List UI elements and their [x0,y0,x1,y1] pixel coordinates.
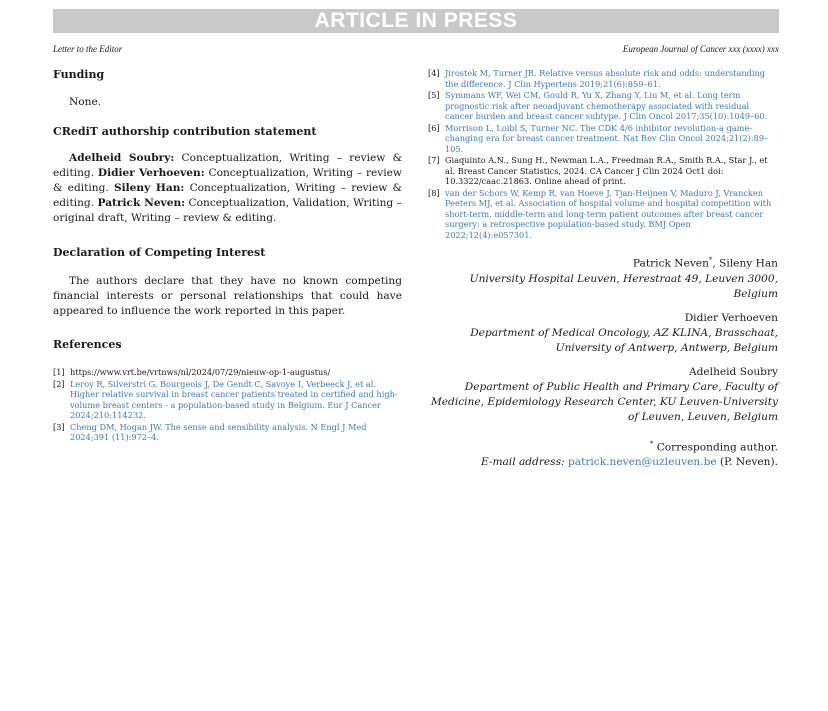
author-name: Patrick Neven [632,257,709,270]
affiliation-institution: Department of Public Health and Primary Care, Faculty of Medicine, Epidemiology Research Center, KU Leuven-University of Leuven, Leuven, Belgium [430,380,778,423]
reference-link[interactable]: van der Schors W, Kemp R, van Hoeve J, Tjan-Heijnen V, Maduro J, Vrancken Peeters MJ, et al. Association of hospital volume and hospital competition with short-term, middle-term and long-term patient outcomes after breast cancer surgery: a retrospective population-based study. BMJ Open 2022;12(4):e057301. [445,187,772,240]
reference-link[interactable]: Morrison L, Loibl S, Turner NC. The CDK 4/6 inhibitor revolution-a game-changing era for breast cancer treatment. Nat Rev Clin Oncol 2024;21(2):89–105. [445,122,769,154]
reference-number: [7] [428,155,440,165]
references-list-left [53,367,402,443]
credit-statement [53,151,402,226]
competing-heading: Declaration of Competing Interest [53,246,266,259]
credit-name: Sileny Han: [113,182,185,194]
reference-number: [5] [428,90,440,100]
author-name: Didier Verhoeven [684,311,778,324]
affiliations [428,253,778,470]
affiliation-institution: Department of Medical Oncology, AZ KLINA, Brasschaat, University of Antwerp, Antwerp, Belgium [470,326,778,354]
reference-number: [4] [428,68,440,78]
reference-link[interactable]: Leroy R, Silverstri G, Bourgeois J, De Gendt C, Savoye I, Verbeeck J, et al. Higher relative survival in breast cancer patients treated in certified and high-volume breast centers - a population-based study in Belgium. Eur J Cancer 2024;210:114232. [70,378,398,420]
affiliation-block [428,311,778,356]
reference-item [53,367,402,378]
credit-name: Didier Verhoeven: [97,167,205,179]
affiliation-block [428,253,778,302]
references-heading: References [53,338,122,351]
reference-number: [3] [53,421,65,432]
corresponding-mark: * [649,439,654,448]
reference-item[interactable] [53,379,402,421]
right-column [428,68,778,470]
credit-roles: Conceptualization, Writing – review & editing. [53,167,402,194]
email-link[interactable]: patrick.neven@uzleuven.be [567,456,717,469]
affiliation-institution: University Hospital Leuven, Herestraat 49, Leuven 3000, Belgium [469,272,778,300]
credit-name: Adelheid Soubry: [69,152,175,164]
affiliation-authors [428,253,778,272]
credit-roles: Conceptualization, Writing – review & editing. [53,152,402,179]
credit-heading: CRediT authorship contribution statement [53,125,317,138]
affiliation-block [428,365,778,425]
article-in-press-banner: ARTICLE IN PRESS [53,9,779,33]
running-head-left: Letter to the Editor [53,44,123,54]
running-head-right: European Journal of Cancer xxx (xxxx) xxx [622,44,779,54]
email-line [428,455,778,470]
funding-heading: Funding [53,68,105,81]
email-label: E-mail address: [480,456,565,469]
corresponding-label [428,437,778,456]
reference-item[interactable] [428,188,778,241]
affiliation-authors [428,311,778,326]
author-name: , Sileny Han [712,257,778,270]
competing-text: The authors declare that they have no known competing financial interests or personal relationships that could have appeared to influence the work reported in this paper. [53,275,402,317]
left-column [53,68,402,444]
reference-item[interactable] [428,68,778,89]
reference-number: [1] [53,367,65,377]
reference-link[interactable]: Symmans WF, Wei CM, Gould R, Yu X, Zhang Y, Liu M, et al. Long term prognostic risk after neoadjuvant chemotherapy associated with residual cancer burden and breast cancer subtype. J Clin Oncol 2017;35(10):1049–60. [445,90,768,121]
corresponding-text: Corresponding author. [656,441,778,454]
references-list-right [428,68,778,240]
reference-item[interactable] [428,90,778,122]
credit-name: Patrick Neven: [97,197,186,209]
funding-text: None. [69,96,102,108]
reference-number: [2] [53,378,65,389]
corresponding-mark: * [708,256,713,264]
corresponding-author [428,437,778,471]
reference-item [428,155,778,187]
reference-text: https://www.vrt.be/vrtnws/nl/2024/07/29/nieuw-op-1-augustus/ [70,367,331,377]
author-name: Adelheid Soubry [688,365,778,378]
reference-item[interactable] [428,123,778,155]
reference-text: Giaquinto A.N., Sung H., Newman L.A., Freedman R.A., Smith R.A., Star J., et al. Breast Cancer Statistics, 2024. CA Cancer J Clin 2024 Oct1 doi: 10.3322/caac.21863. Online ahead of print. [445,155,768,186]
email-suffix: (P. Neven). [720,456,778,469]
affiliation-authors [428,365,778,380]
reference-number: [6] [428,122,440,133]
credit-roles: Conceptualization, Validation, Writing – original draft, Writing – review & editing. [53,197,402,224]
reference-link[interactable]: Jirostek M, Turner JR. Relative versus absolute risk and odds: understanding the difference. J Clin Hypertens 2019;21(6):859–61. [445,68,766,89]
reference-number: [8] [428,187,440,198]
credit-roles: Conceptualization, Writing – review & editing. [53,182,402,209]
reference-item[interactable] [53,422,402,443]
reference-link[interactable]: Cheng DM, Hogan JW. The sense and sensibility analysis. N Engl J Med 2024;391 (11):972–4. [70,421,367,442]
